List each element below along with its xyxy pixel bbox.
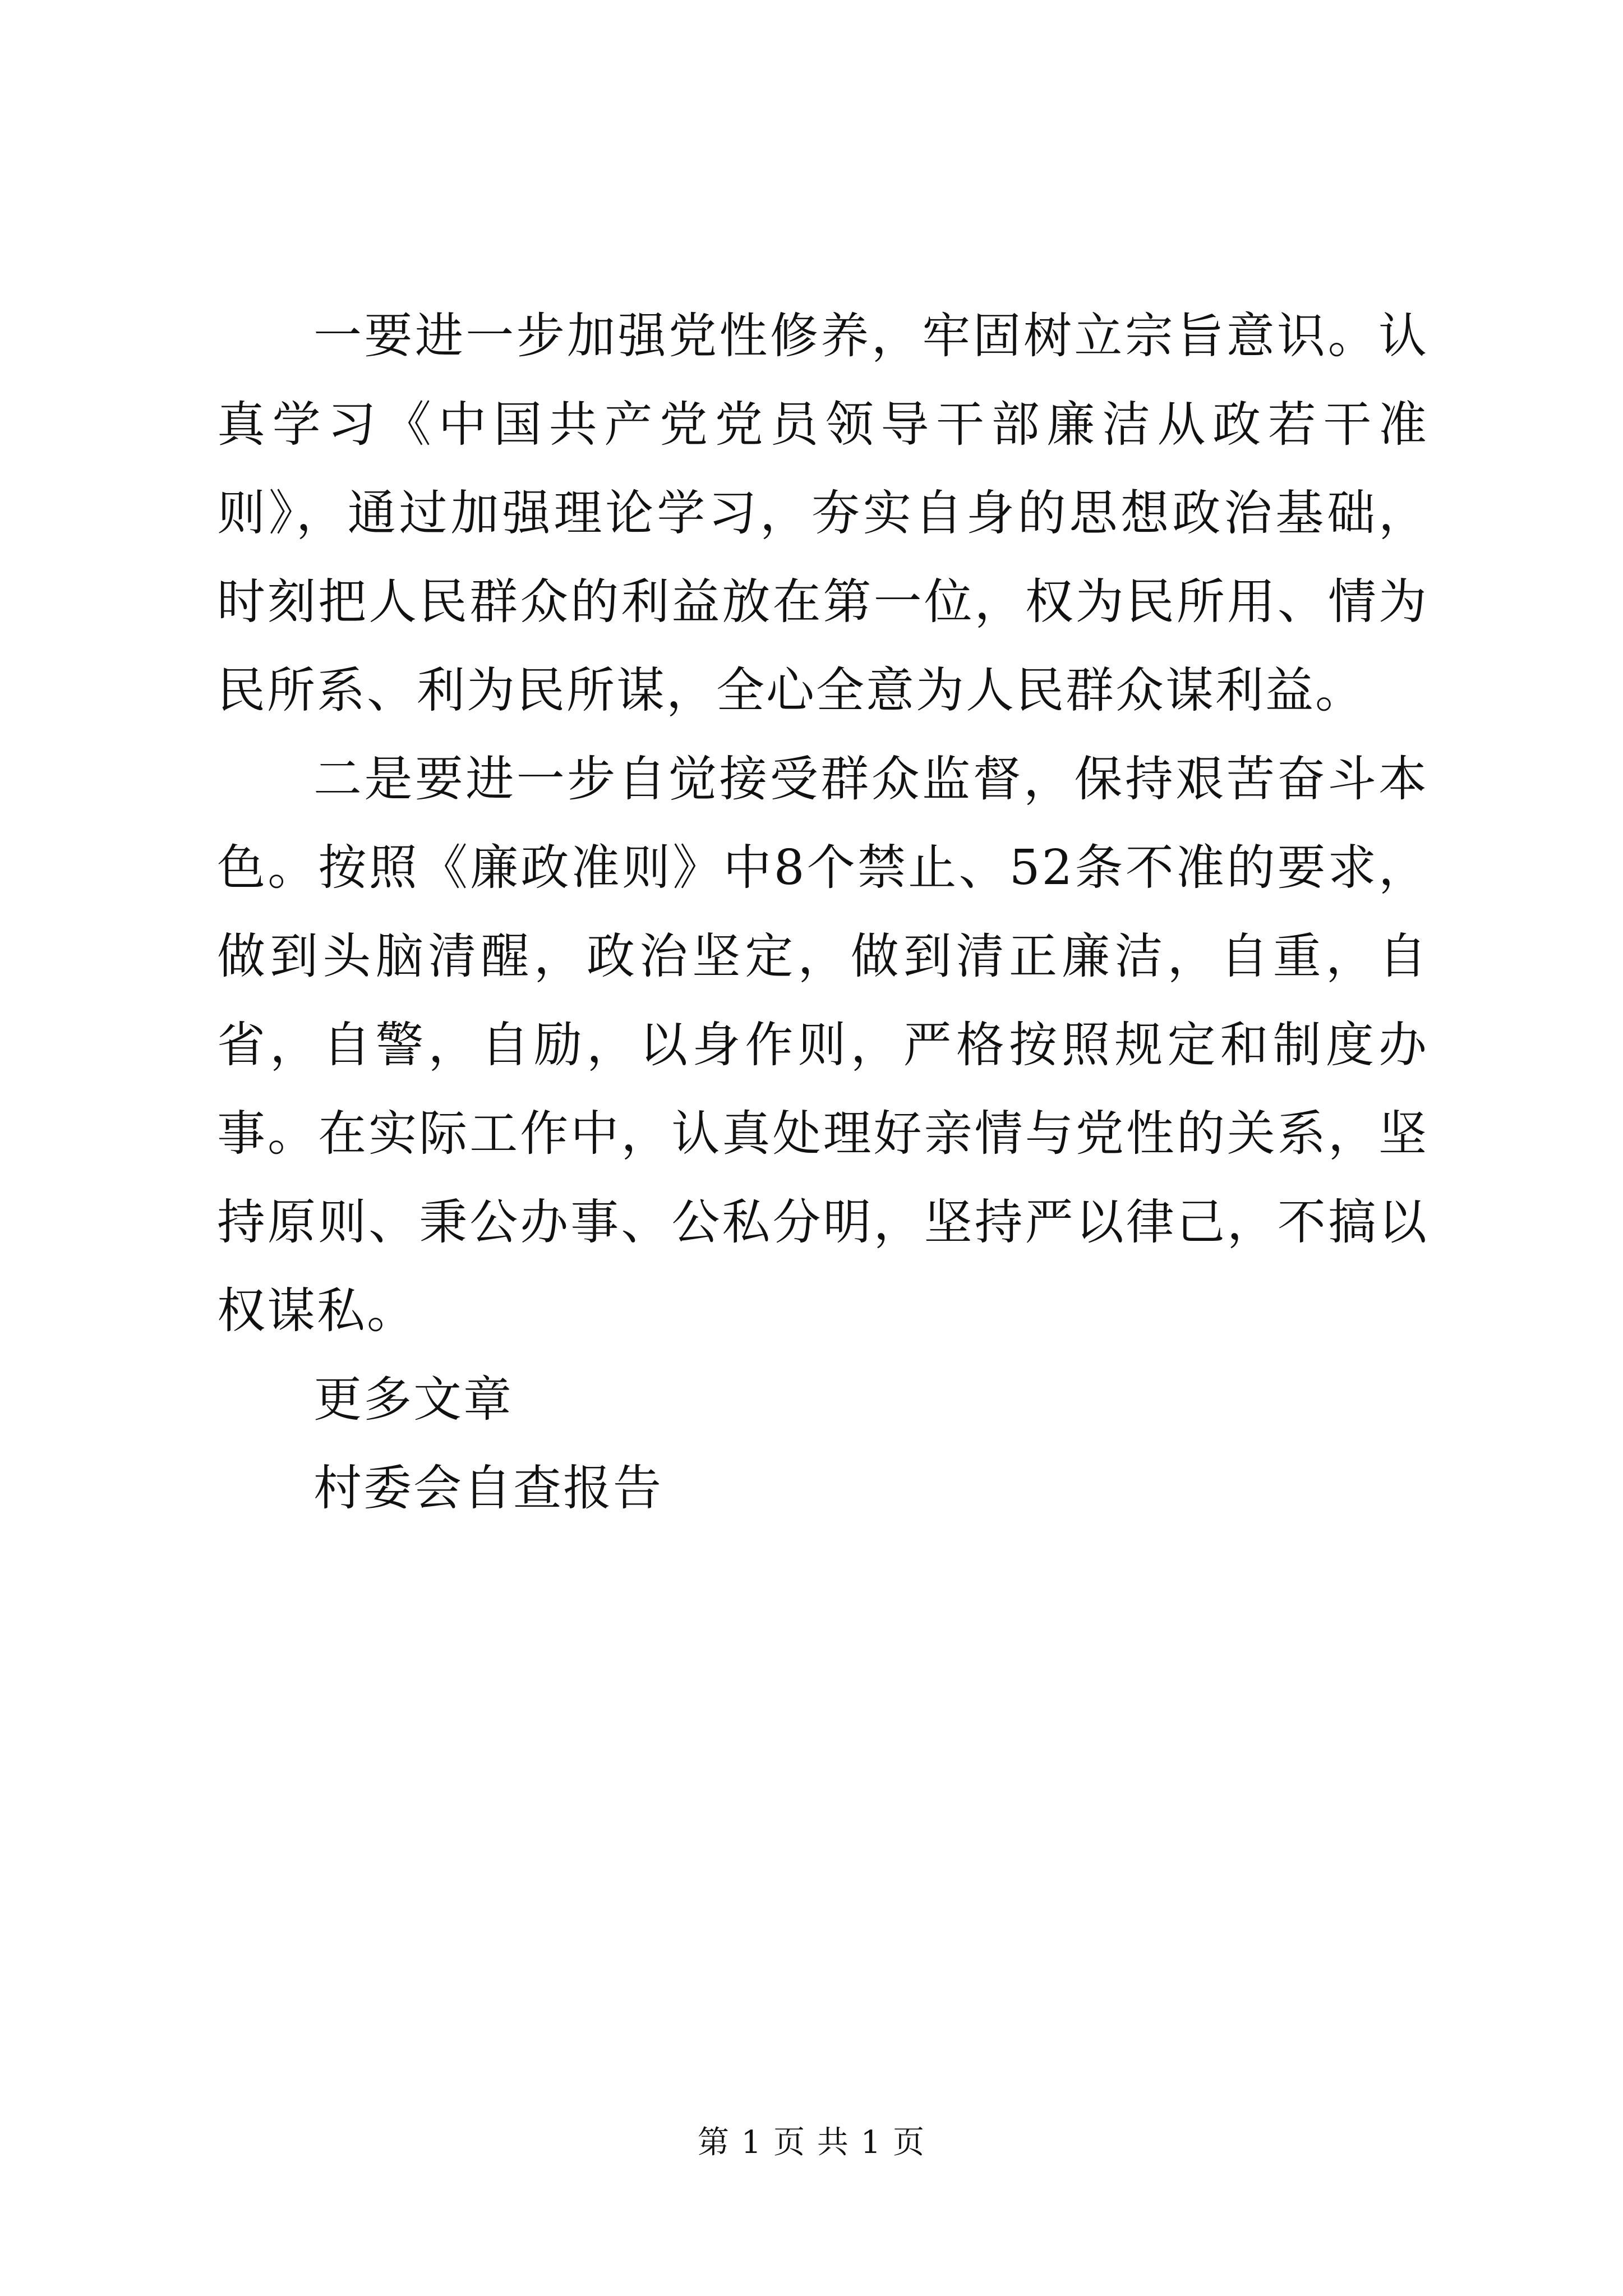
paragraph-2: 二是要进一步自觉接受群众监督，保持艰苦奋斗本色。按照《廉政准则》中8个禁止、52条不准的要求，做到头脑清醒，政治坚定，做到清正廉洁，自重，自省，自警，自励，以身作则，严格按照规定和制度办事。在实际工作中，认真处理好亲情与党性的关系，坚持原则、秉公办事、公私分明，坚持严以律己，不搞以权谋私。 — [217, 751, 1428, 1339]
page-number: 第 1 页 共 1 页 — [697, 2124, 926, 2161]
paragraph-1: 一要进一步加强党性修养，牢固树立宗旨意识。认真学习《中国共产党党员领导干部廉洁从政若干准则》，通过加强理论学习，夯实自身的思想政治基础，时刻把人民群众的利益放在第一位，权为民所用、情为民所系、利为民所谋，全心全意为人民群众谋利益。 — [217, 308, 1428, 719]
related-article-link[interactable]: 村委会自查报告 — [313, 1460, 663, 1516]
more-articles-heading: 更多文章 — [313, 1372, 513, 1428]
document-body — [217, 292, 1428, 1533]
